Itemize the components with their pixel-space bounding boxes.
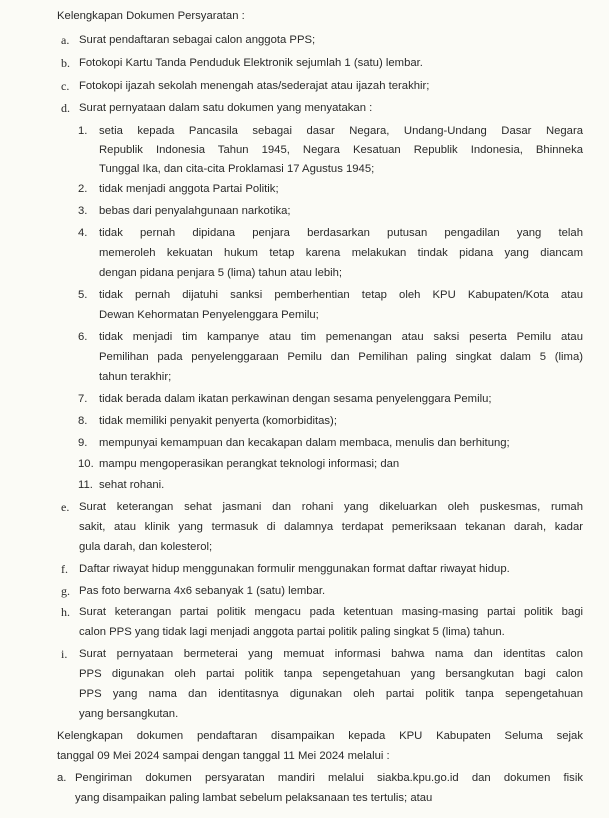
sub-10-line-1: mampu mengoperasikan perangkat teknologi informasi; dan (99, 458, 400, 470)
item-marker-e: e. (61, 500, 70, 514)
sub-11-line-1: sehat rohani. (99, 479, 165, 491)
item-marker-h: h. (61, 605, 70, 619)
sub-1-line-2: Republik Indonesia Tahun 1945, Negara Kesatuan Republik Indonesia, Bhinneka (99, 144, 583, 156)
sub-2-line-1: tidak menjadi anggota Partai Politik; (99, 183, 279, 195)
sub-6-line-3: tahun terakhir; (99, 371, 172, 383)
closing-line-1: Kelengkapan dokumen pendaftaran disampaikan kepada KPU Kabupaten Seluma sejak (57, 730, 583, 742)
sub-num-7: 7. (78, 393, 88, 405)
heading: Kelengkapan Dokumen Persyaratan : (57, 10, 245, 22)
item-i-line-1: Surat pernyataan bermeterai yang memuat informasi bahwa nama dan identitas calon (79, 648, 583, 660)
item-i-line-3: PPS yang nama dan identitasnya digunakan oleh partai politik tanpa sepengetahuan (79, 688, 583, 700)
item-e-line-3: gula darah, dan kolesterol; (79, 541, 213, 553)
item-h-line-2: calon PPS yang tidak lagi menjadi anggota partai politik paling singkat 5 (lima) tahun. (79, 626, 505, 638)
item-marker-a: a. (61, 33, 70, 47)
sub-4-line-1: tidak pernah dipidana penjara berdasarkan putusan pengadilan yang telah (99, 227, 583, 239)
item-marker-b: b. (61, 56, 70, 70)
item-i-line-2: PPS digunakan oleh partai politik tanpa sepengetahuan yang bersangkutan bagi calon (79, 668, 583, 680)
closing-line-2: tanggal 09 Mei 2024 sampai dengan tanggal 11 Mei 2024 melalui : (57, 750, 390, 762)
sub-num-6: 6. (78, 331, 88, 343)
sub-7-line-1: tidak berada dalam ikatan perkawinan dengan sesama penyelenggara Pemilu; (99, 393, 492, 405)
sub-num-2: 2. (78, 183, 88, 195)
sub-6-line-2: Pemilihan pada penyelenggaraan Pemilu dan Pemilihan paling singkat dalam 5 (lima) (99, 351, 583, 363)
closing-a-line-1: Pengiriman dokumen persyaratan mandiri melalui siakba.kpu.go.id dan dokumen fisik (75, 772, 583, 784)
item-marker-d: d. (61, 101, 70, 115)
sub-num-5: 5. (78, 289, 88, 301)
sub-num-1: 1. (78, 125, 88, 137)
sub-1-line-3: Tunggal Ika, dan cita-cita Proklamasi 17 Agustus 1945; (99, 163, 375, 175)
sub-5-line-1: tidak pernah dijatuhi sanksi pemberhentian tetap oleh KPU Kabupaten/Kota atau (99, 289, 583, 301)
closing-marker-a: a. (57, 772, 67, 784)
item-a-text: Surat pendaftaran sebagai calon anggota PPS; (79, 34, 316, 46)
sub-num-9: 9. (78, 437, 88, 449)
item-marker-c: c. (61, 79, 70, 93)
sub-6-line-1: tidak menjadi tim kampanye atau tim pemenangan atau saksi peserta Pemilu atau (99, 331, 583, 343)
sub-9-line-1: mempunyai kemampuan dan kecakapan dalam membaca, menulis dan berhitung; (99, 437, 510, 449)
item-d-text: Surat pernyataan dalam satu dokumen yang menyatakan : (79, 102, 373, 114)
sub-3-line-1: bebas dari penyalahgunaan narkotika; (99, 205, 291, 217)
sub-num-10: 10. (78, 458, 94, 470)
item-marker-i: i. (61, 647, 68, 661)
sub-1-line-1: setia kepada Pancasila sebagai dasar Negara, Undang-Undang Dasar Negara (99, 125, 583, 137)
item-i-line-4: yang bersangkutan. (79, 708, 179, 720)
item-h-line-1: Surat keterangan partai politik mengacu pada ketentuan masing-masing partai politik bagi (79, 606, 583, 618)
item-e-line-1: Surat keterangan sehat jasmani dan rohani yang dikeluarkan oleh puskesmas, rumah (79, 501, 583, 513)
item-e-line-2: sakit, atau klinik yang termasuk di dalamnya terdapat pemeriksaan tekanan darah, kadar (79, 521, 583, 533)
item-g-text: Pas foto berwarna 4x6 sebanyak 1 (satu) lembar. (79, 585, 326, 597)
sub-num-4: 4. (78, 227, 88, 239)
item-b-text: Fotokopi Kartu Tanda Penduduk Elektronik sejumlah 1 (satu) lembar. (79, 57, 423, 69)
item-marker-f: f. (61, 562, 68, 576)
sub-4-line-3: dengan pidana penjara 5 (lima) tahun atau lebih; (99, 267, 343, 279)
sub-num-8: 8. (78, 415, 88, 427)
item-marker-g: g. (61, 584, 70, 598)
sub-num-3: 3. (78, 205, 88, 217)
item-c-text: Fotokopi ijazah sekolah menengah atas/sederajat atau ijazah terakhir; (79, 80, 430, 92)
closing-a-line-2: yang disampaikan paling lambat sebelum pelaksanaan tes tertulis; atau (75, 792, 433, 804)
sub-num-11: 11. (78, 479, 93, 491)
sub-8-line-1: tidak memiliki penyakit penyerta (komorbiditas); (99, 415, 337, 427)
sub-5-line-2: Dewan Kehormatan Penyelenggara Pemilu; (99, 309, 319, 321)
item-f-text: Daftar riwayat hidup menggunakan formulir menggunakan format daftar riwayat hidup. (79, 563, 510, 575)
sub-4-line-2: memeroleh kekuatan hukum tetap karena melakukan tindak pidana yang diancam (99, 247, 583, 259)
